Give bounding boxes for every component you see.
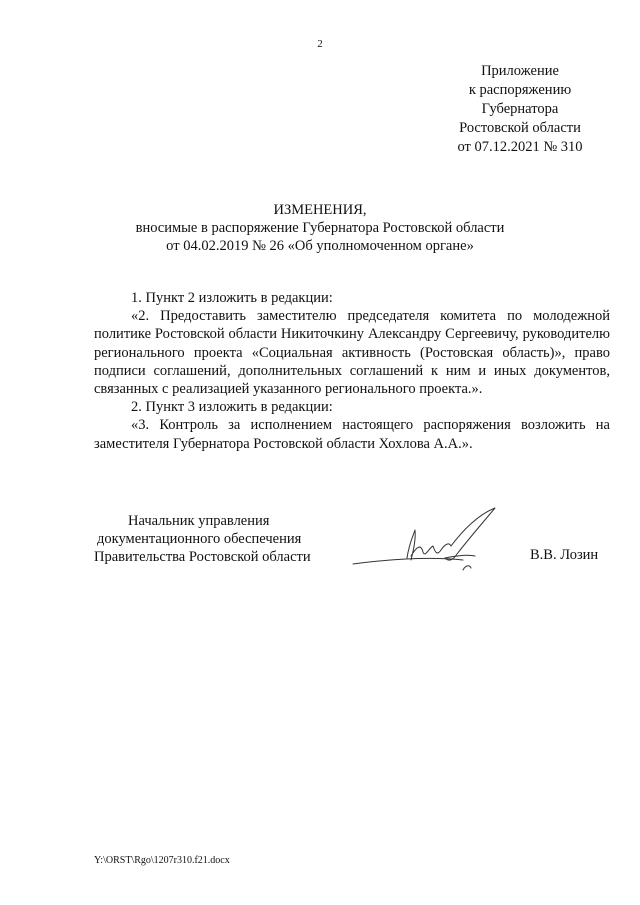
- page-number: 2: [317, 38, 323, 50]
- appendix-line: Приложение: [481, 63, 559, 79]
- title-subline: от 04.02.2019 № 26 «Об уполномоченном органе»: [166, 238, 474, 254]
- appendix-line: к распоряжению: [468, 82, 572, 98]
- signatory-title-line: документационного обеспечения: [97, 531, 302, 547]
- appendix-line: Губернатора: [481, 101, 559, 117]
- signatory-name: В.В. Лозин: [530, 547, 599, 563]
- signatory-title: [94, 512, 334, 566]
- title-heading: ИЗМЕНЕНИЯ,: [273, 202, 367, 218]
- signatory-title-line: Начальник управления: [128, 513, 270, 529]
- signatory-title-line: Правительства Ростовской области: [94, 549, 311, 565]
- paragraph-item-1-text: «2. Предоставить заместителю председателя комитета по молодежной политике Ростовской области Никиточкину Александру Сергеевичу, руководителю регионального проекта «Социальная активность (Ростовская область)», право подписи соглашений, дополнительных соглашений к ним и иных документов, связанных с реализацией указанного регионального проекта.».: [94, 308, 610, 398]
- appendix-line: Ростовской области: [459, 120, 581, 136]
- paragraph-item-2: 2. Пункт 3 изложить в редакции:: [131, 399, 333, 416]
- paragraph-item-1: 1. Пункт 2 изложить в редакции:: [131, 290, 333, 306]
- appendix-block: [430, 62, 610, 157]
- handwritten-signature: [345, 500, 505, 580]
- document-body: [94, 289, 610, 453]
- paragraph-item-2-text: «3. Контроль за исполнением настоящего распоряжения возложить на заместителя Губернатора Ростовской области Хохлова А.А.».: [94, 417, 610, 452]
- appendix-line: от 07.12.2021 № 310: [457, 139, 583, 155]
- title-subline: вносимые в распоряжение Губернатора Ростовской области: [135, 220, 505, 236]
- file-path: Y:\ORST\Rgo\1207r310.f21.docx: [94, 855, 230, 866]
- document-title: [60, 201, 580, 255]
